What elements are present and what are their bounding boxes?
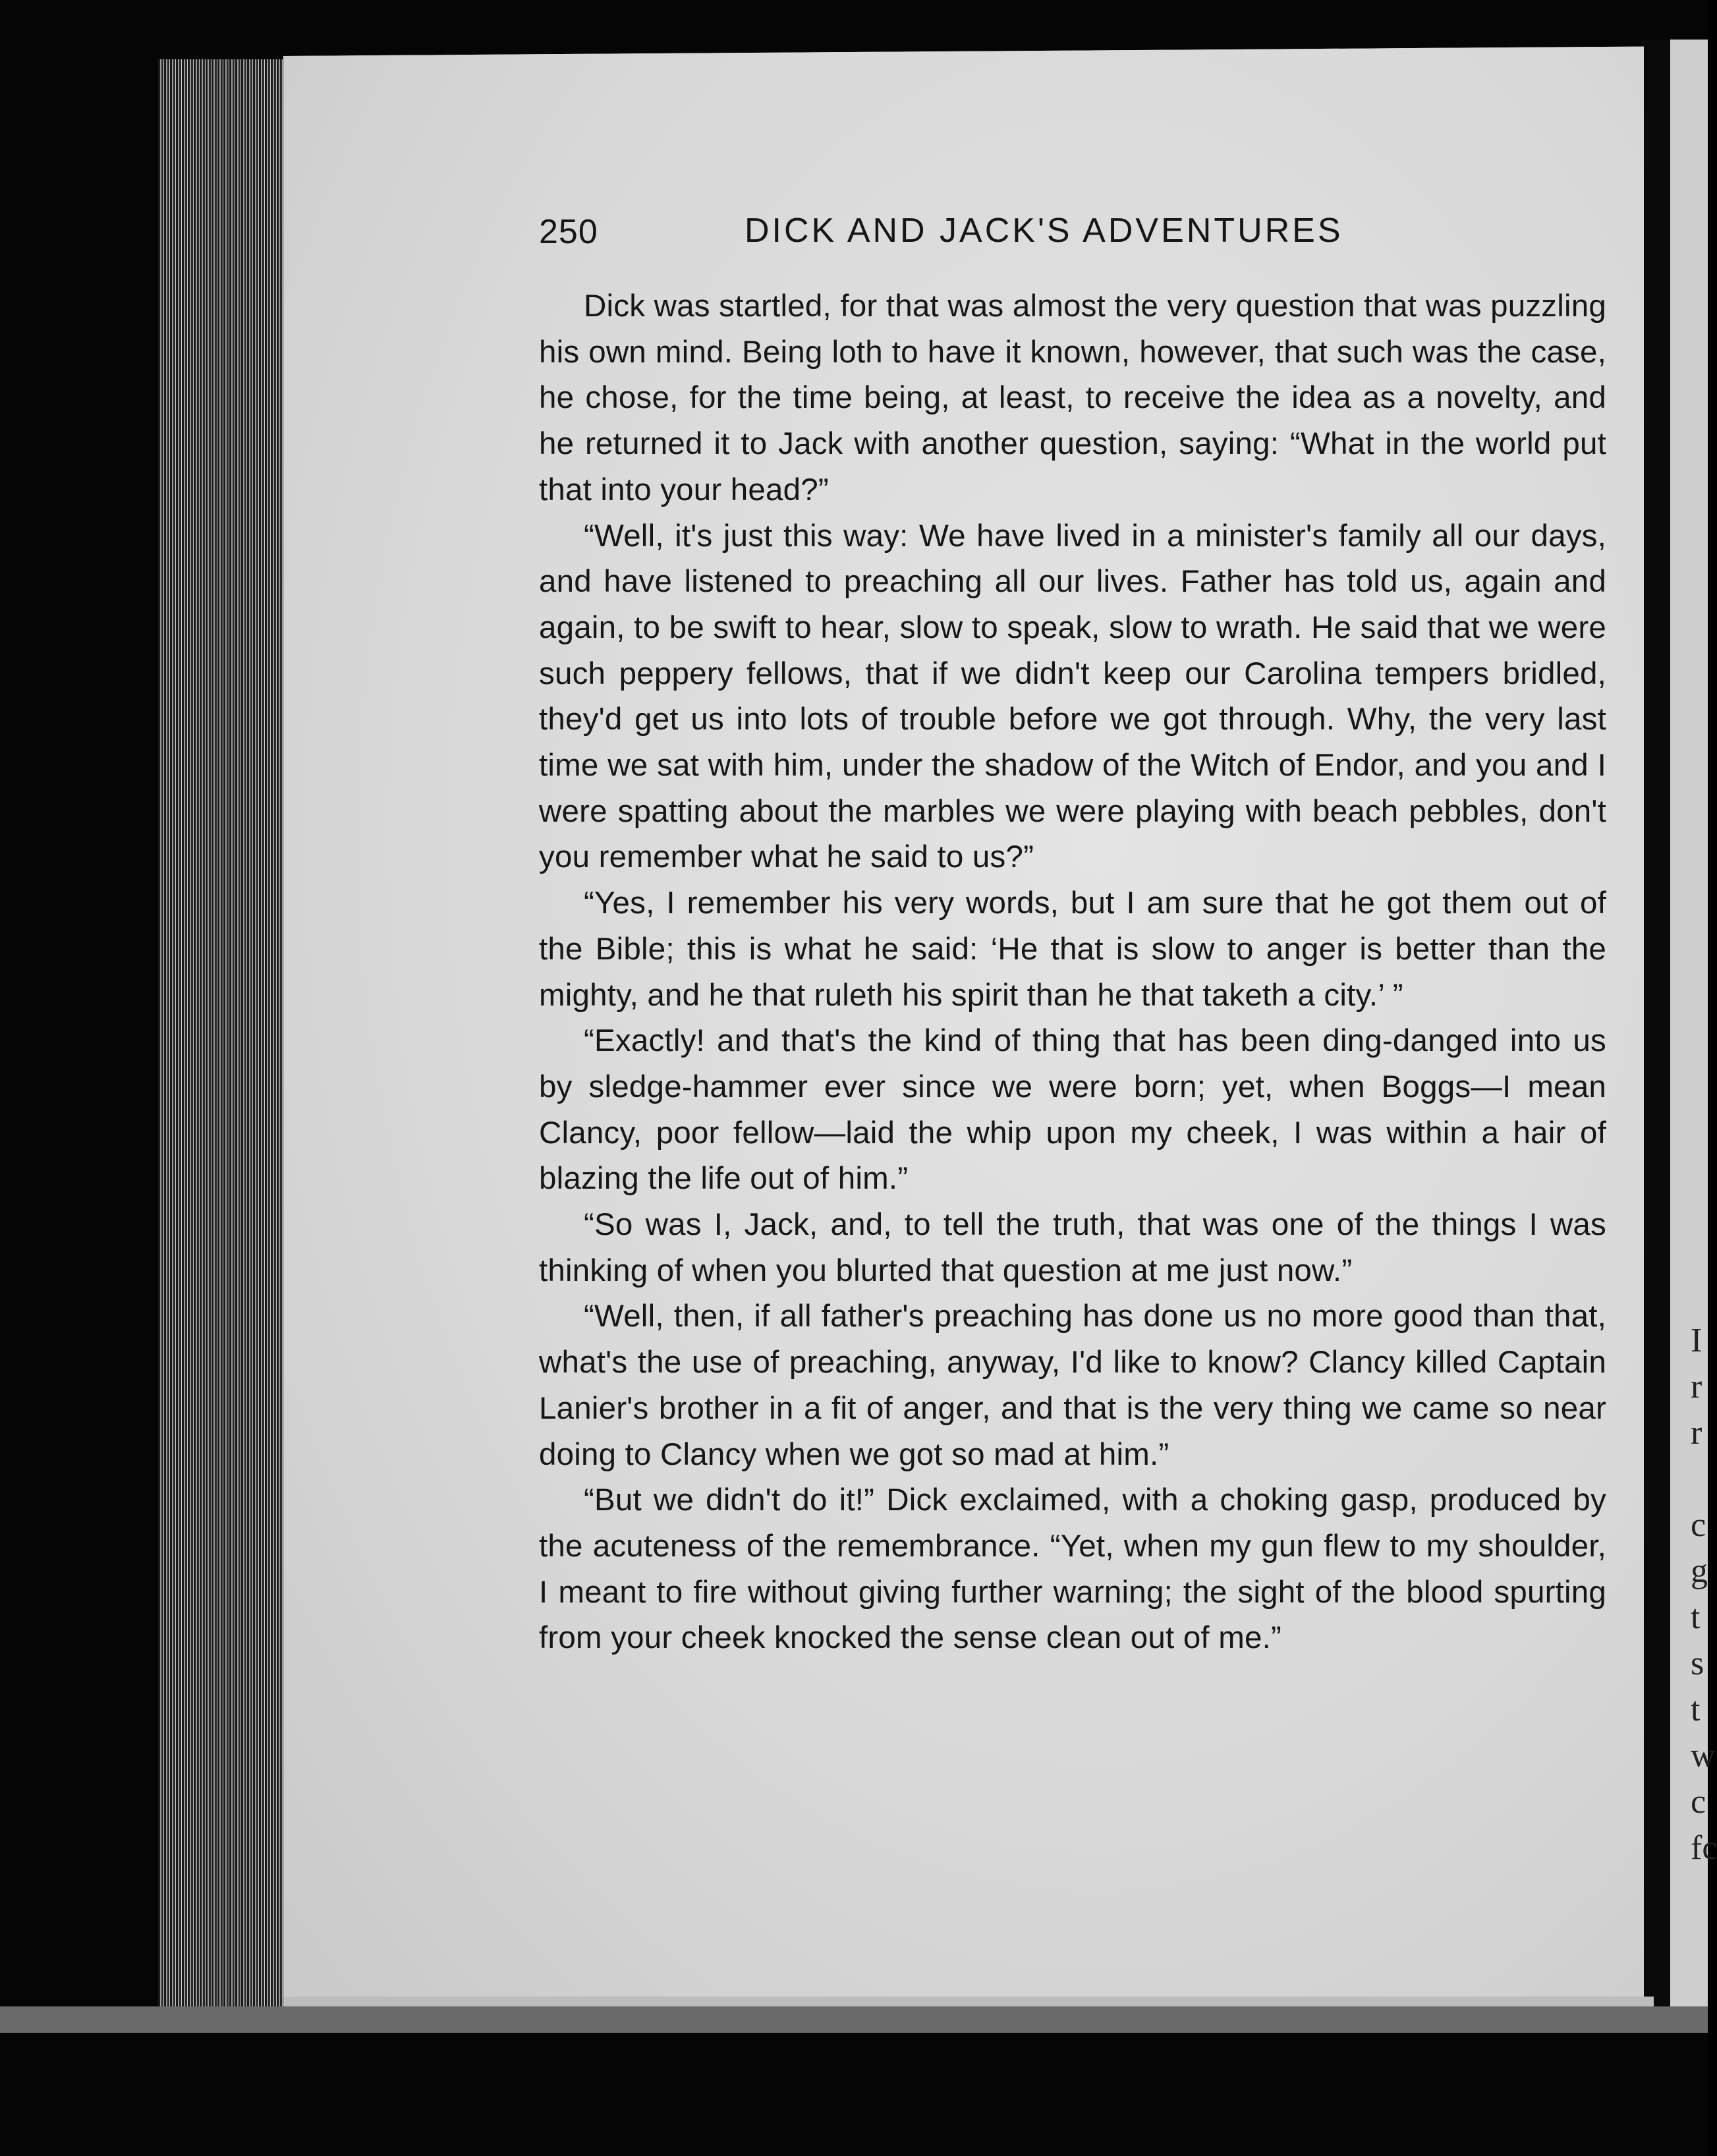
facing-letter: g — [1691, 1552, 1708, 1590]
facing-letter: t — [1691, 1691, 1701, 1728]
body-paragraph: “Well, then, if all father's preaching has done us no more good than that, what's the use of preaching, anyway, I'd like to know? Clancy killed Captain Lanier's brother in a fit of anger, and that is the very thing we came so near doing to Clancy when we got so mad at him.” — [539, 1299, 1606, 1472]
facing-letter: w — [1691, 1737, 1716, 1774]
running-title: DICK AND JACK'S ADVENTURES — [745, 212, 1343, 250]
body-paragraph: “Exactly! and that's the kind of thing that has been ding-danged into us by sledge-hammer ever since we were born; yet, when Boggs—I mean Clancy, poor fellow—laid the whip upon my cheek, I was within a hair of blazing the life out of him.” — [539, 1023, 1606, 1197]
facing-letter: s — [1691, 1645, 1704, 1682]
running-head — [539, 198, 1606, 283]
facing-page-letters — [1691, 1318, 1717, 1871]
facing-letter: t — [1691, 1599, 1701, 1636]
page-content — [539, 198, 1606, 1661]
book-gutter — [1641, 40, 1672, 2016]
book-page-edges — [158, 59, 290, 2023]
scan-bottom-strip — [0, 2006, 1708, 2033]
facing-letter: fc — [1691, 1829, 1717, 1867]
facing-letter — [1691, 1456, 1708, 1502]
body-paragraph: “So was I, Jack, and, to tell the truth, that was one of the things I was thinking of when you blurted that question at me just now.” — [539, 1207, 1606, 1288]
facing-letter: c — [1691, 1783, 1706, 1821]
body-paragraph: “Yes, I remember his very words, but I am sure that he got them out of the Bible; this is what he said: ‘He that is slow to anger is better than the mighty, and he that ruleth his spirit than he that taketh a city.’ ” — [539, 886, 1606, 1013]
body-paragraph: Dick was startled, for that was almost the very question that was puzzling his own mind. Being loth to have it known, however, that such was the case, he chose, for the time being, at least, to receive the idea as a novelty, and he returned it to Jack with another question, saying: “What in the world put that into your head?” — [539, 289, 1606, 507]
page-number: 250 — [539, 213, 598, 251]
facing-letter: r — [1691, 1414, 1703, 1452]
body-paragraph: “But we didn't do it!” Dick exclaimed, with a choking gasp, produced by the acuteness of the remembrance. “Yet, when my gun flew to my shoulder, I meant to fire without giving further warning; the sight of the blood spurting from your cheek knocked the sense clean out of me.” — [539, 1483, 1606, 1656]
facing-letter: c — [1691, 1506, 1706, 1544]
facing-letter: r — [1691, 1368, 1703, 1405]
body-paragraph: “Well, it's just this way: We have lived in a minister's family all our days, and have listened to preaching all our lives. Father has told us, again and again, to be swift to hear, slow to speak, slow to wrath. He said that we were such peppery fellows, that if we didn't keep our Carolina tempers bridled, they'd get us into lots of trouble before we got through. Why, the very last time we sat with him, under the shadow of the Witch of Endor, and you and I were spatting about the marbles we were playing with beach pebbles, don't you remember what he said to us?” — [539, 518, 1606, 875]
facing-letter: I — [1691, 1322, 1703, 1359]
